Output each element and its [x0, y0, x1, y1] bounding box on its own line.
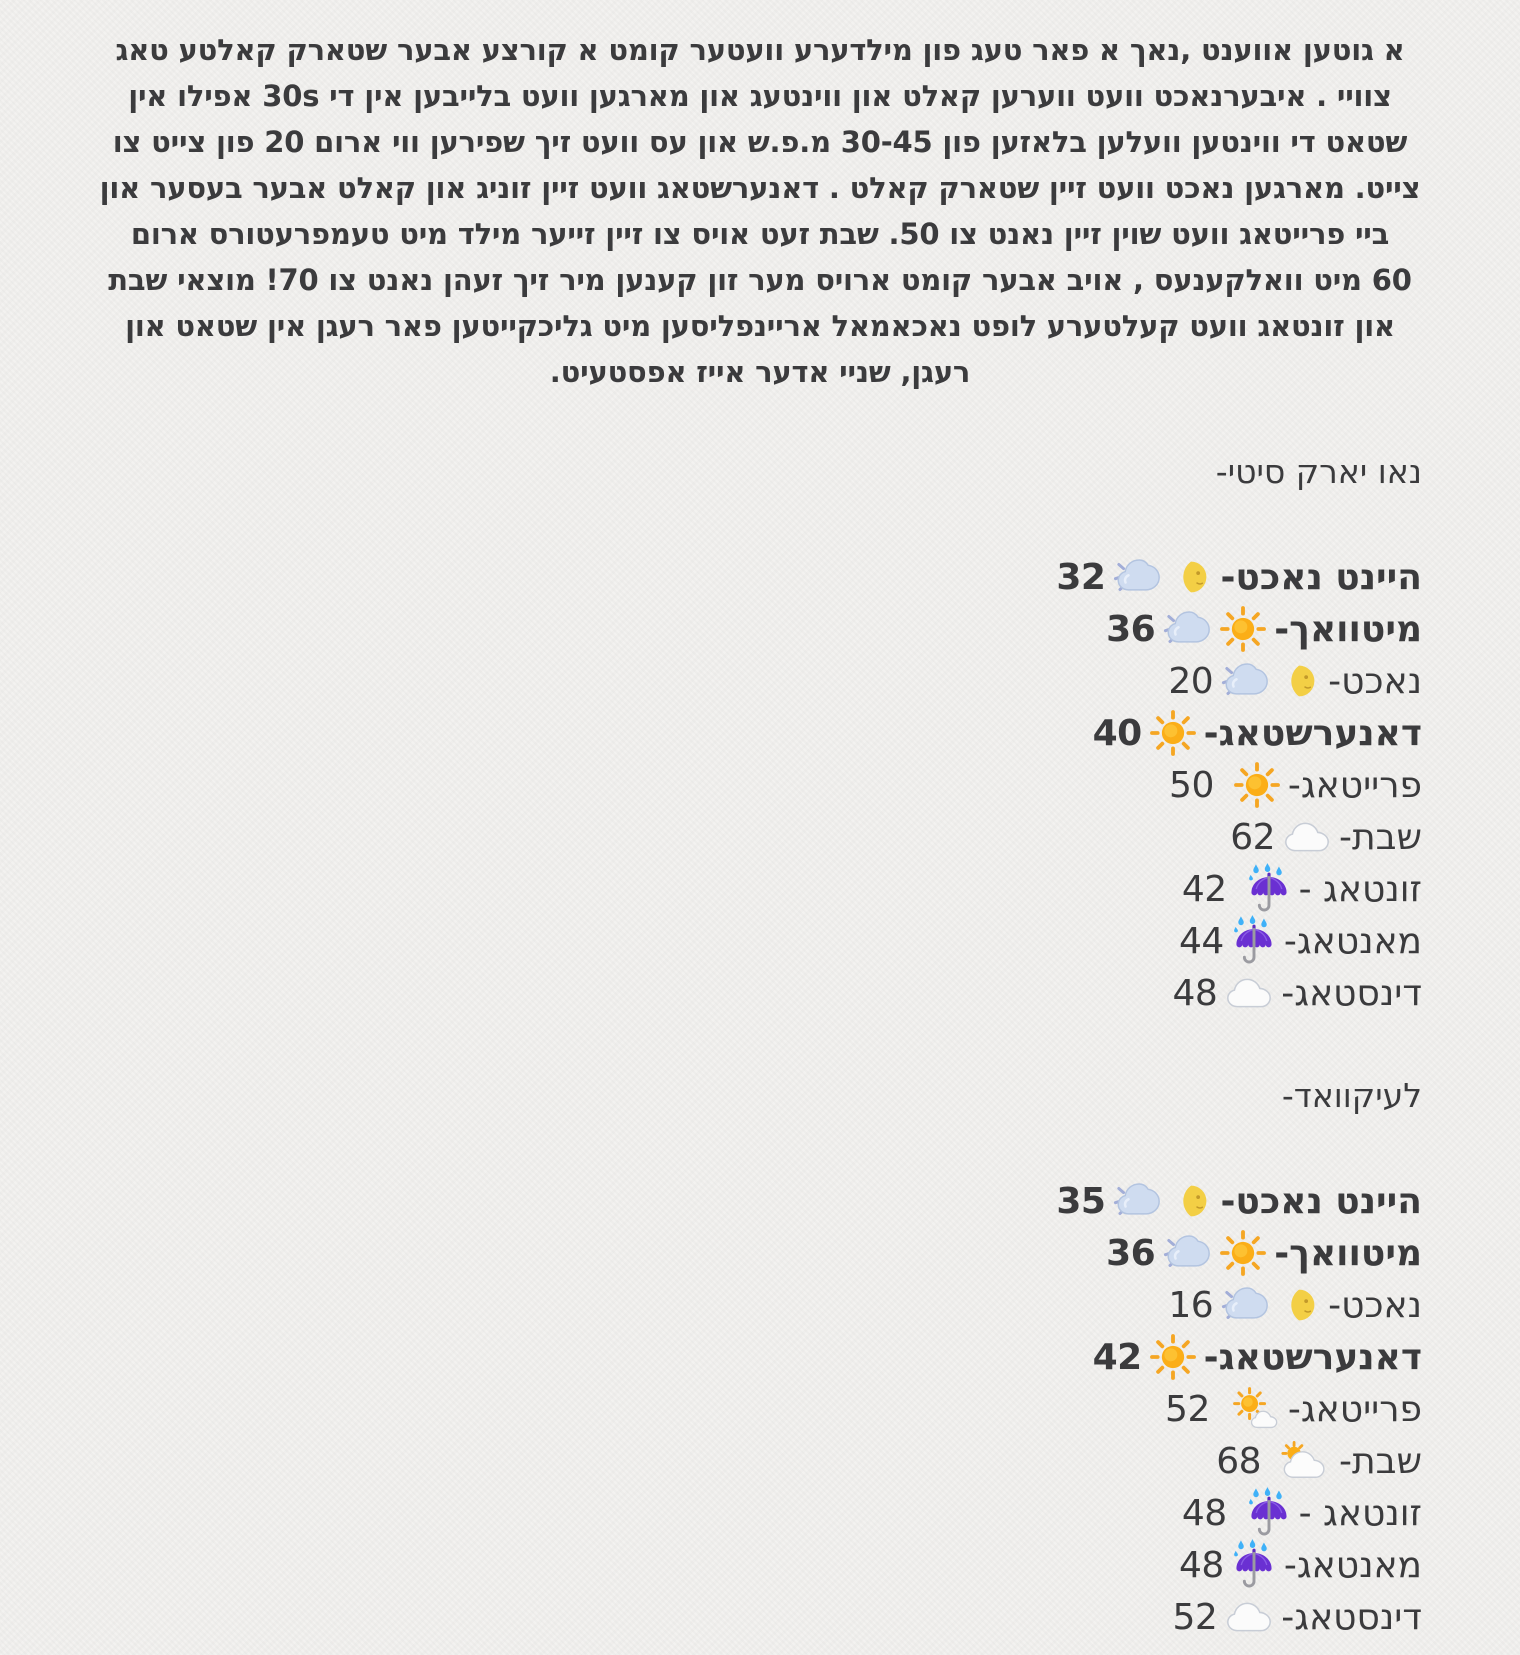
moon-face-icon	[1277, 659, 1321, 703]
forecast-rows	[0, 1175, 1520, 1643]
sun-icon	[1219, 1229, 1267, 1277]
temperature-value: 36	[1106, 608, 1156, 650]
day-label: דינסטאג-	[1281, 1596, 1422, 1638]
wind-face-icon	[1220, 658, 1270, 704]
day-label: מיטוואך-	[1274, 1232, 1422, 1274]
forecast-row	[0, 603, 1520, 655]
paragraph-line: 60 מיט וואלקענעס , אויב אבער קומט ארויס מער זון קענען מיר זיך זעהן נאנט צו 70! מוצאי שבת	[108, 263, 1412, 297]
day-label: מיטוואך-	[1274, 608, 1422, 650]
forecast-row	[0, 1175, 1520, 1227]
day-label: דאנערשטאג-	[1203, 1336, 1422, 1378]
wind-face-icon	[1112, 1178, 1162, 1224]
forecast-row	[0, 1487, 1520, 1539]
day-label: דינסטאג-	[1281, 972, 1422, 1014]
moon-face-icon	[1277, 1283, 1321, 1327]
temperature-value: 35	[1056, 1180, 1106, 1222]
forecast-row	[0, 1383, 1520, 1435]
day-label: זונטאג -	[1298, 1492, 1422, 1534]
temperature-value: 48	[1181, 1492, 1227, 1534]
temperature-value: 50	[1169, 764, 1214, 806]
day-label: מאנטאג-	[1283, 1544, 1422, 1586]
forecast-row	[0, 1279, 1520, 1331]
paragraph-line: צייט. מארגען נאכט וועט זיין שטארק קאלט . דאנערשטאג וועט זיין זוניג און קאלט אבער בעסער און	[99, 171, 1421, 205]
temperature-value: 36	[1106, 1232, 1156, 1274]
temperature-value: 42	[1092, 1336, 1142, 1378]
sun-behind-large-cloud-icon	[1280, 1441, 1332, 1481]
temperature-value: 20	[1168, 660, 1214, 702]
cloud-icon	[1224, 1599, 1274, 1635]
cloud-icon	[1224, 975, 1274, 1011]
moon-face-icon	[1169, 555, 1213, 599]
forecast-row	[0, 915, 1520, 967]
forecast-section	[0, 1073, 1520, 1643]
forecast-row	[0, 1539, 1520, 1591]
forecast-row	[0, 1591, 1520, 1643]
umbrella-rain-icon	[1231, 1538, 1277, 1592]
paragraph-line: ביי פרייטאג וועט שוין זיין נאנט צו 50. שבת זעט אויס צו זיין זייער מילד מיט טעמפרעטורס ארום	[130, 217, 1390, 251]
temperature-value: 68	[1216, 1440, 1262, 1482]
cloud-icon	[1282, 819, 1332, 855]
paragraph-line: צוויי . איבערנאכט וועט ווערען קאלט און ווינטעג און מארגען וועט בלייבען אין די 30s אפילו אין	[128, 79, 1392, 113]
section-title: נאו יארק סיטי-	[1215, 452, 1422, 491]
sun-icon	[1149, 1333, 1197, 1381]
forecast-rows	[0, 551, 1520, 1019]
temperature-value: 48	[1179, 1544, 1224, 1586]
temperature-value: 42	[1181, 868, 1227, 910]
temperature-value: 40	[1092, 712, 1142, 754]
forecast-row	[0, 1435, 1520, 1487]
day-label: היינט נאכט-	[1220, 556, 1422, 598]
umbrella-rain-icon	[1246, 862, 1292, 916]
temperature-value: 62	[1230, 816, 1276, 858]
wind-face-icon	[1162, 1230, 1212, 1276]
day-label: מאנטאג-	[1283, 920, 1422, 962]
sun-icon	[1149, 709, 1197, 757]
temperature-value: 52	[1165, 1388, 1210, 1430]
moon-face-icon	[1169, 1179, 1213, 1223]
day-label: שבת-	[1339, 1440, 1422, 1482]
temperature-value: 52	[1172, 1596, 1218, 1638]
forecast-section	[0, 449, 1520, 1019]
paragraph-line: א גוטען אווענט ,נאך א פאר טעג פון מילדערע וועטער קומט א קורצע אבער שטארק קאלטע טאג	[115, 33, 1405, 67]
day-label: נאכט-	[1328, 660, 1422, 702]
sun-icon	[1233, 761, 1281, 809]
day-label: זונטאג -	[1298, 868, 1422, 910]
wind-face-icon	[1220, 1282, 1270, 1328]
forecast-row	[0, 1227, 1520, 1279]
umbrella-rain-icon	[1231, 914, 1277, 968]
forecast-row	[0, 655, 1520, 707]
temperature-value: 32	[1056, 556, 1106, 598]
temperature-value: 44	[1179, 920, 1224, 962]
forecast-row	[0, 967, 1520, 1019]
forecast-row	[0, 811, 1520, 863]
forecast-row	[0, 863, 1520, 915]
wind-face-icon	[1162, 606, 1212, 652]
sun-behind-small-cloud-icon	[1229, 1386, 1281, 1432]
forecast-row	[0, 551, 1520, 603]
temperature-value: 16	[1168, 1284, 1214, 1326]
paragraph-line: און זונטאג וועט קעלטערע לופט נאכאמאל אריינפליסען מיט גליכקייטען פאר רעגן אין שטאט און	[125, 309, 1395, 343]
paragraph-line: רעגן, שניי אדער אייז אפסטעיט.	[549, 355, 971, 389]
day-label: פרייטאג-	[1287, 764, 1422, 806]
day-label: שבת-	[1339, 816, 1422, 858]
forecast-sections	[0, 449, 1520, 1643]
forecast-paragraph	[0, 0, 1520, 395]
sun-icon	[1219, 605, 1267, 653]
temperature-value: 48	[1172, 972, 1218, 1014]
forecast-row	[0, 1331, 1520, 1383]
section-title: לעיקוואד-	[1281, 1076, 1422, 1115]
day-label: דאנערשטאג-	[1203, 712, 1422, 754]
forecast-row	[0, 759, 1520, 811]
wind-face-icon	[1112, 554, 1162, 600]
day-label: היינט נאכט-	[1220, 1180, 1422, 1222]
day-label: נאכט-	[1328, 1284, 1422, 1326]
day-label: פרייטאג-	[1287, 1388, 1422, 1430]
umbrella-rain-icon	[1246, 1486, 1292, 1540]
paragraph-line: שטאט די ווינטען וועלען בלאזען פון 30-45 מ.פ.ש און עס וועט זיך שפירען ווי ארום 20 פון צייט צו	[112, 125, 1408, 159]
forecast-row	[0, 707, 1520, 759]
